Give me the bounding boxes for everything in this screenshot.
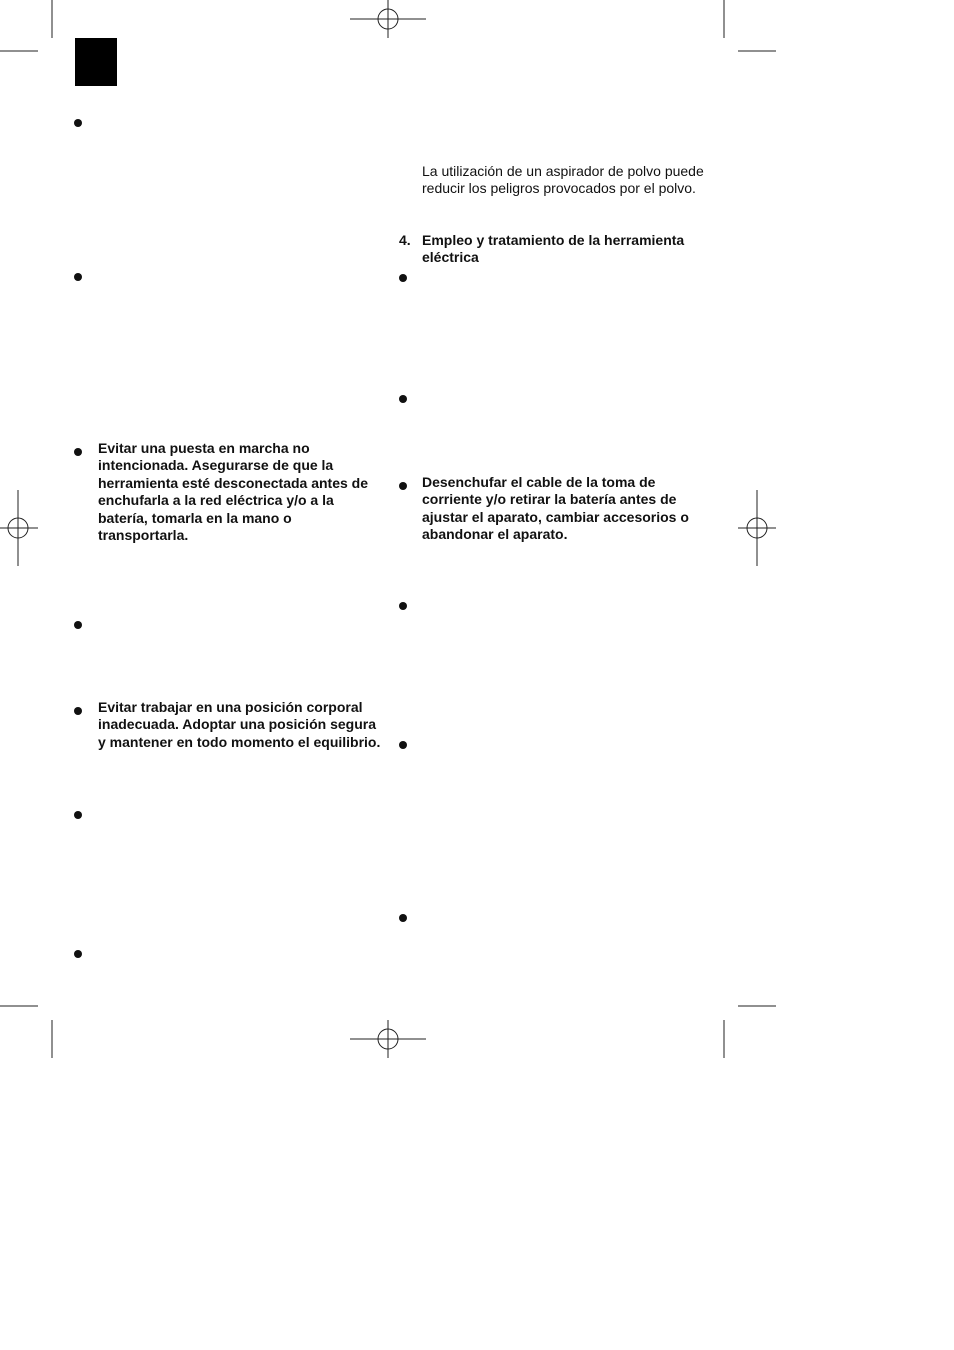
bullet-icon xyxy=(399,602,407,610)
dust-extractor-note: La utilización de un aspirador de polvo puede reducir los peligros provocados por el polvo. xyxy=(422,163,704,197)
bullet-icon xyxy=(399,274,407,282)
instruction-unplug-before-adjusting: Desenchufar el cable de la toma de corriente y/o retirar la batería antes de ajustar el aparato, cambiar accesorios o abandonar el aparato. xyxy=(422,474,689,543)
bullet-icon xyxy=(74,273,82,281)
bullet-icon xyxy=(74,950,82,958)
section-number: 4. xyxy=(399,232,411,248)
bullet-icon xyxy=(74,707,82,715)
bullet-icon xyxy=(74,811,82,819)
instruction-avoid-unintended-start: Evitar una puesta en marcha no intencionada. Asegurarse de que la herramienta esté desconectada antes de enchufarla a la red eléctrica y/o a la batería, tomarla en la mano o transportarla. xyxy=(98,440,369,544)
bullet-icon xyxy=(399,395,407,403)
bullet-icon xyxy=(74,119,82,127)
bullet-icon xyxy=(399,482,407,490)
section-heading: Empleo y tratamiento de la herramienta eléctrica xyxy=(422,232,685,266)
language-tab-marker xyxy=(75,38,117,86)
bullet-icon xyxy=(399,741,407,749)
bullet-icon xyxy=(399,914,407,922)
bullet-icon xyxy=(74,621,82,629)
instruction-body-posture: Evitar trabajar en una posición corporal inadecuada. Adoptar una posición segura y mantener en todo momento el equilibrio. xyxy=(98,699,381,750)
bullet-icon xyxy=(74,448,82,456)
